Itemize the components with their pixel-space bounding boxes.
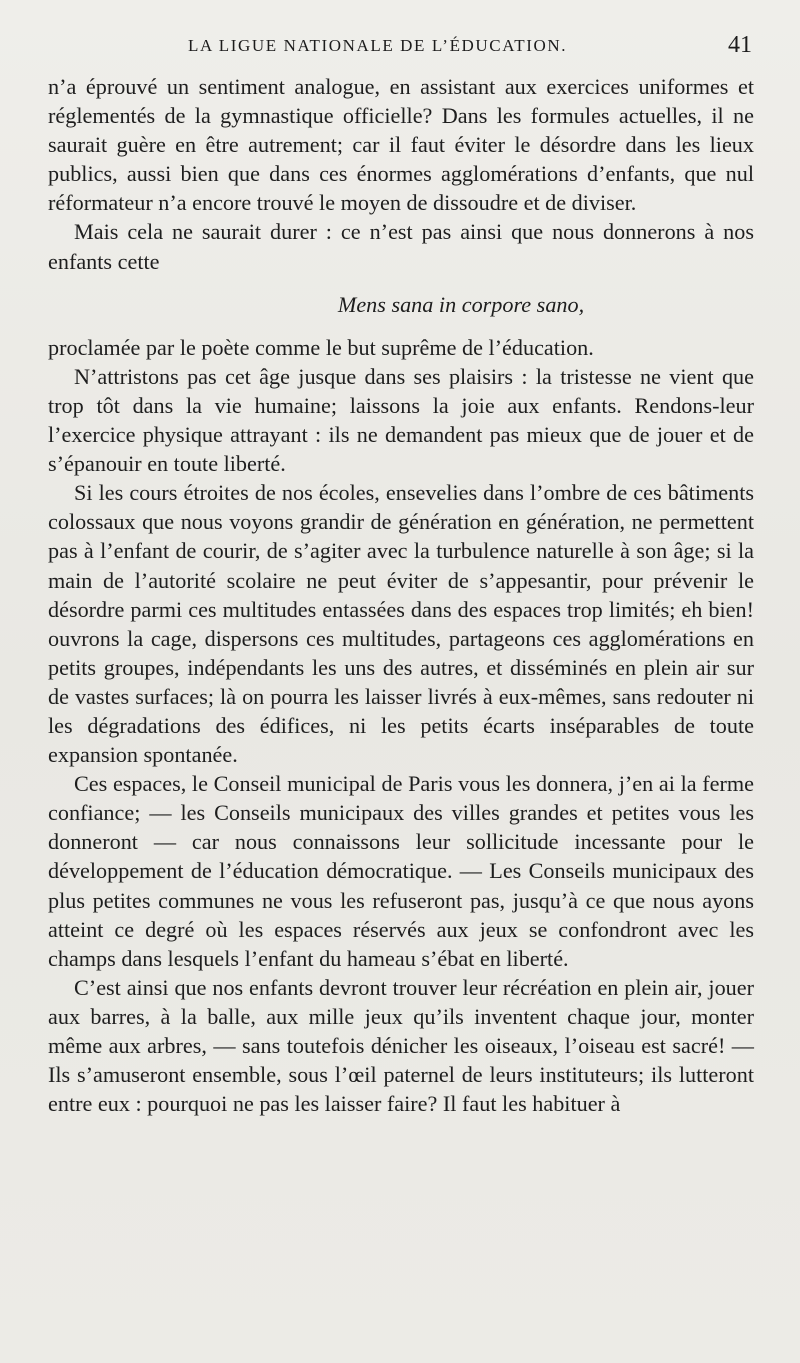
paragraph-mais-cela: Mais cela ne saurait durer : ce n’est pas ainsi que nous donnerons à nos enfants cette <box>48 219 754 274</box>
running-title: LA LIGUE NATIONALE DE L’ÉDUCATION. <box>188 36 568 55</box>
paragraph-proclamee: proclamée par le poète comme le but suprême de l’éducation. <box>48 334 594 360</box>
paragraph-continued: n’a éprouvé un sentiment analogue, en assistant aux exercices uniformes et réglementés de la gymnastique officielle? Dans les formules actuelles, il ne saurait guère en être autrement; car il faut éviter le désordre dans les lieux publics, aussi bien que dans ces énormes agglomérations d’enfants, que nul réformateur n’a encore trouvé le moyen de dissoudre et de diviser. <box>48 74 754 216</box>
latin-quotation: Mens sana in corpore sano, <box>337 291 585 317</box>
paragraph-si-les-cours: Si les cours étroites de nos écoles, ensevelies dans l’ombre de ces bâtiments colossaux que nous voyons grandir de génération en génération, ne permettent pas à l’enfant de courir, de s’agiter avec la turbulence naturelle à son âge; si la main de l’autorité scolaire ne peut éviter de s’appesantir, pour prévenir le désordre parmi ces multitudes entassées dans des espaces trop limités; eh bien! ouvrons la cage, dispersons ces multitudes, partageons ces agglomérations en petits groupes, indépendants les uns des autres, et disséminés en plein air sur de vastes surfaces; là on pourra les laisser livrés à eux-mêmes, sans redouter ni les dégradations des édifices, ni les petits écarts inséparables de toute expansion spontanée. <box>48 480 754 768</box>
body-text <box>48 72 754 1118</box>
paragraph-nattristons: N’attristons pas cet âge jusque dans ses plaisirs : la tristesse ne vient que trop tôt dans la vie humaine; laissons la joie aux enfants. Rendons-leur l’exercice physique attrayant : ils ne demandent pas mieux que de jouer et de s’épanouir en toute liberté. <box>48 363 754 477</box>
paragraph-ces-espaces: Ces espaces, le Conseil municipal de Paris vous les donnera, j’en ai la ferme confiance; — les Conseils municipaux des villes grandes et petites vous les donneront — car nous connaissons leur sollicitude incessante pour le développement de l’éducation démocratique. — Les Conseils municipaux des plus petites communes ne vous les refuseront pas, jusqu’à ce que nous ayons atteint ce degré où les espaces réservés aux jeux se confondront avec les champs dans lesquels l’enfant du hameau s’ébat en liberté. <box>48 771 754 971</box>
paragraph-cest-ainsi: C’est ainsi que nos enfants devront trouver leur récréation en plein air, jouer aux barres, à la balle, aux mille jeux qu’ils inventent chaque jour, monter même aux arbres, — sans toutefois dénicher les oiseaux, l’oiseau est sacré! — Ils s’amuseront ensemble, sous l’œil paternel de leurs instituteurs; ils lutteront entre eux : pourquoi ne pas les laisser faire? Il faut les habituer à <box>48 974 754 1117</box>
running-head <box>48 32 756 62</box>
page-number: 41 <box>728 32 752 58</box>
